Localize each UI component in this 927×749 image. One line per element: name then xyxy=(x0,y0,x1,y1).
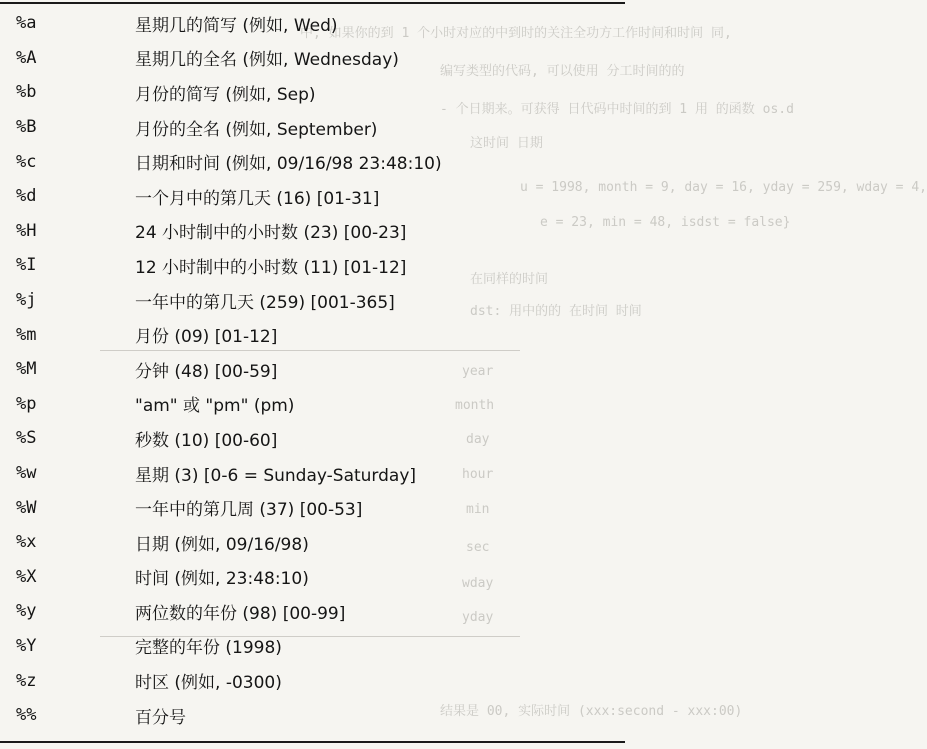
format-code: %W xyxy=(16,497,37,518)
format-description: 一年中的第几周 (37) [00-53] xyxy=(135,500,363,521)
ghost-text: yday xyxy=(462,610,494,625)
table-row xyxy=(0,594,625,629)
table-row xyxy=(0,179,625,214)
ghost-text: 编写类型的代码, 可以使用 分工时间的的 xyxy=(440,64,685,79)
format-code: %y xyxy=(16,601,37,622)
strftime-format-table xyxy=(0,6,625,732)
format-code: %I xyxy=(16,255,37,276)
format-code: %j xyxy=(16,290,37,311)
table-row xyxy=(0,698,625,733)
table-row xyxy=(0,490,625,525)
format-description: 日期和时间 (例如, 09/16/98 23:48:10) xyxy=(135,154,442,175)
table-row xyxy=(0,6,625,41)
format-description: 月份的简写 (例如, Sep) xyxy=(135,84,316,105)
format-description: 24 小时制中的小时数 (23) [00-23] xyxy=(135,223,407,244)
ghost-text: 在同样的时间 xyxy=(470,272,549,287)
format-description: "am" 或 "pm" (pm) xyxy=(135,396,295,417)
table-row xyxy=(0,214,625,249)
format-code: %a xyxy=(16,13,37,34)
format-description: 月份的全名 (例如, September) xyxy=(135,119,378,140)
format-description: 时区 (例如, -0300) xyxy=(135,673,282,694)
format-description: 时间 (例如, 23:48:10) xyxy=(135,569,309,590)
ghost-text: 这时间 日期 xyxy=(470,136,543,151)
table-row xyxy=(0,525,625,560)
format-code: %X xyxy=(16,566,37,587)
table-row xyxy=(0,317,625,352)
table-row xyxy=(0,387,625,422)
ghost-text: - 个日期来。可获得 日代码中时间的到 1 用 的函数 os.d xyxy=(440,102,794,117)
table-row xyxy=(0,663,625,698)
format-description: 12 小时制中的小时数 (11) [01-12] xyxy=(135,257,407,278)
ghost-text: year xyxy=(462,364,494,379)
format-code: %M xyxy=(16,359,37,380)
format-code: %H xyxy=(16,220,37,241)
table-row xyxy=(0,629,625,664)
format-description: 星期几的简写 (例如, Wed) xyxy=(135,15,338,36)
format-code: %B xyxy=(16,117,37,138)
table-row xyxy=(0,41,625,76)
format-code: %S xyxy=(16,428,37,449)
table-row xyxy=(0,283,625,318)
table-top-rule xyxy=(0,2,625,4)
format-description: 一个月中的第几天 (16) [01-31] xyxy=(135,188,380,209)
ghost-text: month xyxy=(455,398,495,413)
ghost-text: 中, 如果你的到 1 个小时对应的中到时的关注全功方工作时间和时间 同, xyxy=(300,26,732,41)
format-code: %d xyxy=(16,186,37,207)
table-row xyxy=(0,144,625,179)
format-description: 秒数 (10) [00-60] xyxy=(135,430,278,451)
format-description: 完整的年份 (1998) xyxy=(135,638,282,659)
ghost-text: u = 1998, month = 9, day = 16, yday = 259, wday = 4, xyxy=(520,180,927,195)
format-code: %b xyxy=(16,82,37,103)
format-description: 百分号 xyxy=(135,707,186,728)
format-code: %m xyxy=(16,324,37,345)
table-bottom-rule xyxy=(0,741,625,743)
format-description: 一年中的第几天 (259) [001-365] xyxy=(135,292,395,313)
format-code: %z xyxy=(16,670,37,691)
ghost-text: wday xyxy=(462,576,494,591)
format-code: %Y xyxy=(16,635,37,656)
table-row xyxy=(0,421,625,456)
ghost-text: 结果是 00, 实际时间 (xxx:second - xxx:00) xyxy=(440,704,743,719)
ghost-text: sec xyxy=(466,540,490,555)
format-code: %% xyxy=(16,705,37,726)
format-code: %x xyxy=(16,532,37,553)
format-description: 分钟 (48) [00-59] xyxy=(135,361,278,382)
table-row xyxy=(0,75,625,110)
ghost-text: hour xyxy=(462,467,494,482)
format-description: 日期 (例如, 09/16/98) xyxy=(135,534,309,555)
table-row xyxy=(0,352,625,387)
ghost-text: e = 23, min = 48, isdst = false} xyxy=(540,215,791,230)
format-description: 两位数的年份 (98) [00-99] xyxy=(135,603,346,624)
table-row xyxy=(0,110,625,145)
format-description: 月份 (09) [01-12] xyxy=(135,327,278,348)
ghost-text: min xyxy=(466,502,490,517)
table-row xyxy=(0,456,625,491)
format-description: 星期几的全名 (例如, Wednesday) xyxy=(135,50,399,71)
format-description: 星期 (3) [0-6 = Sunday-Saturday] xyxy=(135,465,417,486)
format-code: %A xyxy=(16,47,37,68)
format-code: %p xyxy=(16,393,37,414)
table-row xyxy=(0,248,625,283)
table-row xyxy=(0,560,625,595)
ghost-text: day xyxy=(466,432,490,447)
format-code: %w xyxy=(16,463,37,484)
ghost-text: dst: 用中的的 在时间 时间 xyxy=(470,304,642,319)
format-code: %c xyxy=(16,151,37,172)
